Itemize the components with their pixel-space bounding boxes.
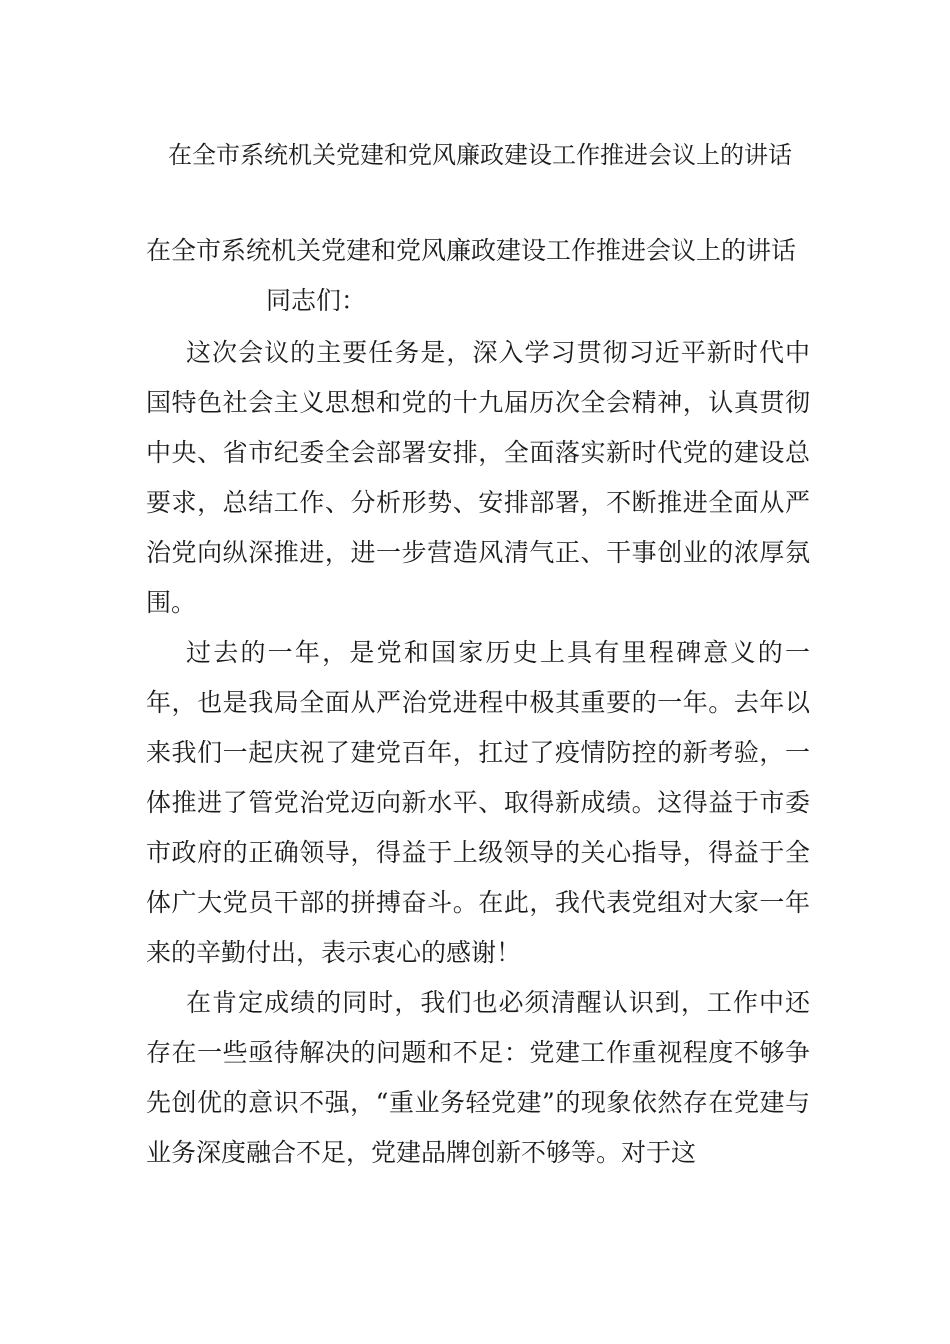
paragraph-1: 这次会议的主要任务是，深入学习贯彻习近平新时代中国特色社会主义思想和党的十九届历次全会精神，认真贯彻中央、省市纪委全会部署安排，全面落实新时代党的建设总要求，总结工作、分析形势、安排部署，不断推进全面从严治党向纵深推进，进一步营造风清气正、干事创业的浓厚氛围。 (146, 338, 810, 617)
salutation: 同志们： (266, 286, 367, 315)
paragraph-2: 过去的一年，是党和国家历史上具有里程碑意义的一年，也是我局全面从严治党进程中极其重要的一年。去年以来我们一起庆祝了建党百年，扛过了疫情防控的新考验，一体推进了管党治党迈向新水平、取得新成绩。这得益于市委市政府的正确领导，得益于上级领导的关心指导，得益于全体广大党员干部的拼搏奋斗。在此，我代表党组对大家一年来的辛勤付出，表示衷心的感谢！ (146, 638, 810, 967)
document-body (146, 228, 810, 1178)
document-subtitle: 在全市系统机关党建和党风廉政建设工作推进会议上的讲话 (146, 236, 797, 265)
paragraph-3: 在肯定成绩的同时，我们也必须清醒认识到，工作中还存在一些亟待解决的问题和不足：党建工作重视程度不够争先创优的意识不强，“重业务轻党建”的现象依然存在党建与业务深度融合不足，党建品牌创新不够等。对于这 (146, 988, 810, 1167)
document-title: 在全市系统机关党建和党风廉政建设工作推进会议上的讲话 (168, 141, 792, 169)
